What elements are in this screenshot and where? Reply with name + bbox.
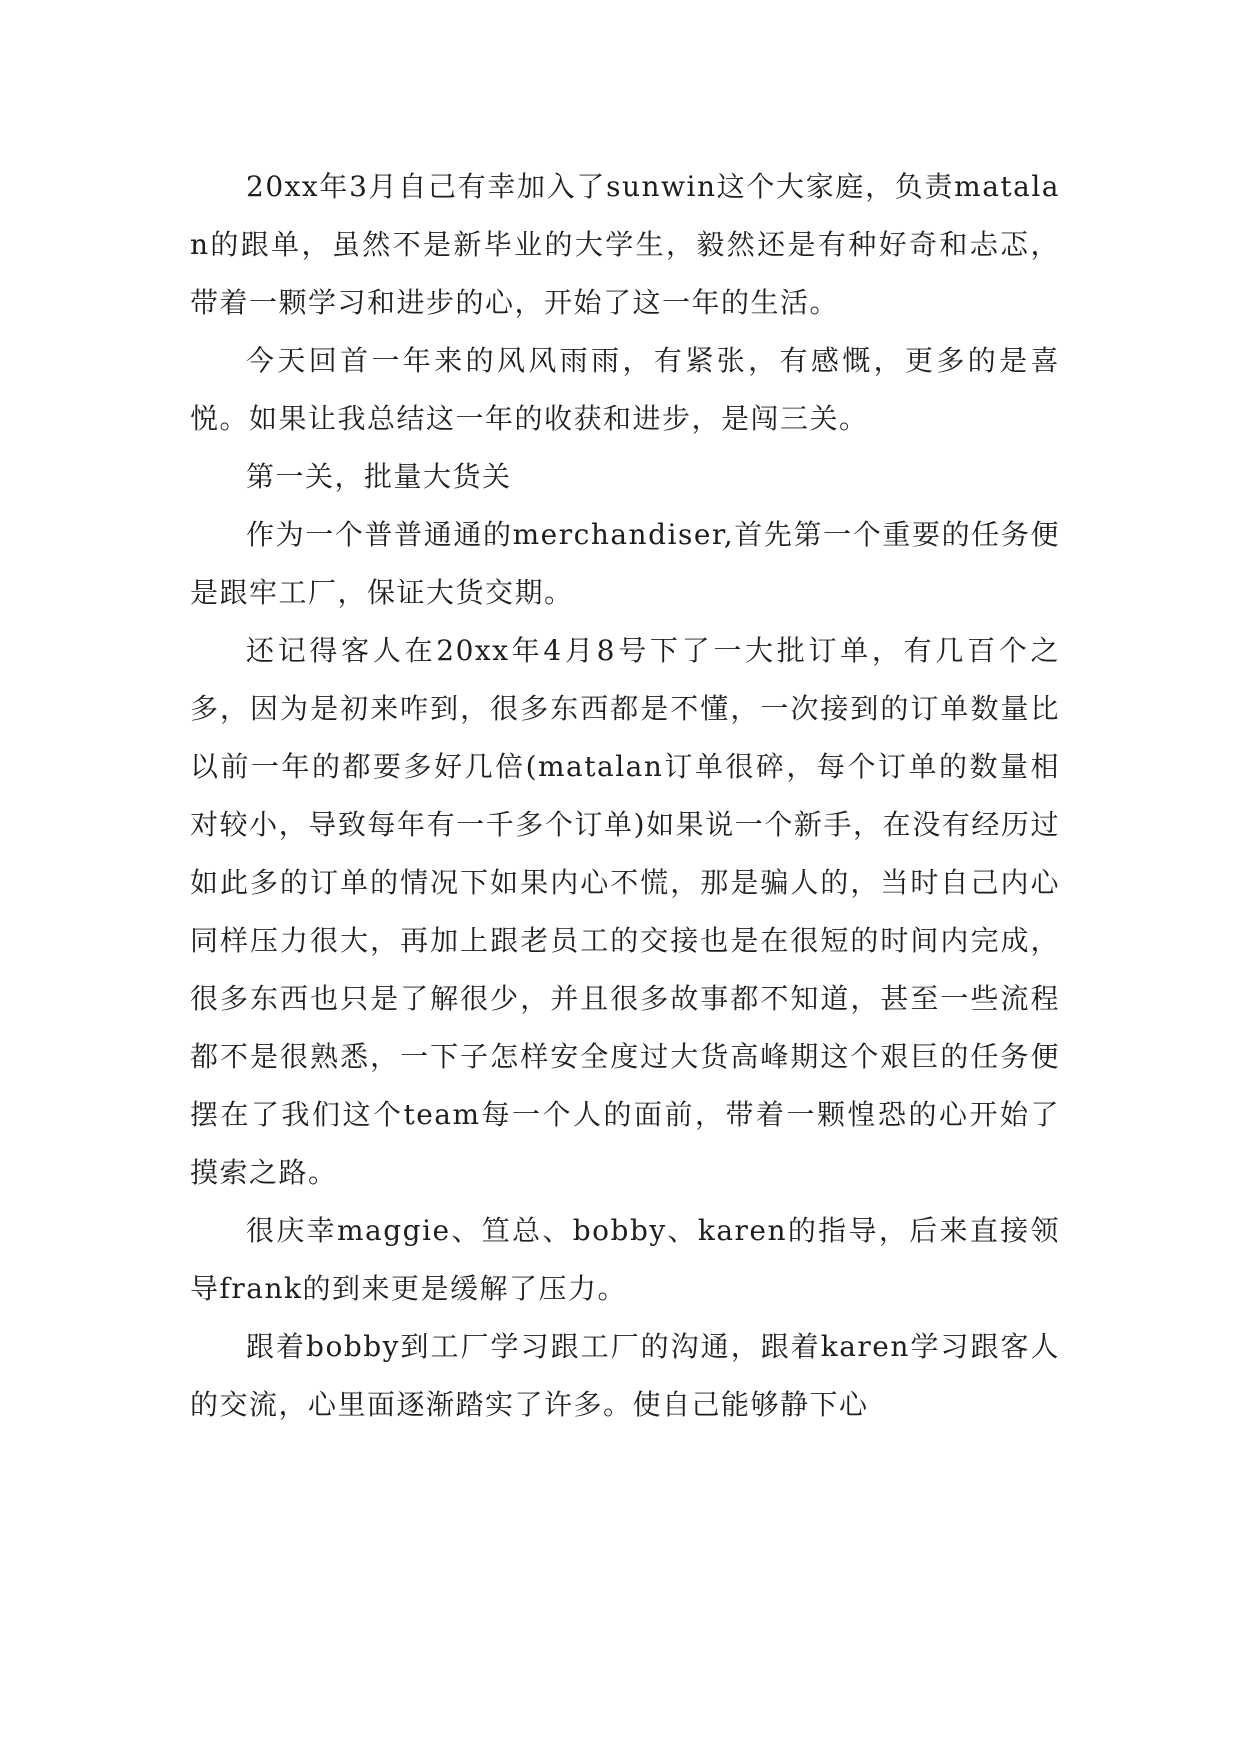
paragraph-3: 作为一个普普通通的merchandiser,首先第一个重要的任务便是跟牢工厂，保证大货交期。 <box>190 518 1060 609</box>
paragraph-6: 跟着bobby到工厂学习跟工厂的沟通，跟着karen学习跟客人的交流，心里面逐渐踏实了许多。使自己能够静下心 <box>190 1330 1060 1421</box>
paragraph-4: 还记得客人在20xx年4月8号下了一大批订单，有几百个之多，因为是初来咋到，很多东西都是不懂，一次接到的订单数量比以前一年的都要多好几倍(matalan订单很碎，每个订单的数量相对较小，导致每年有一千多个订单)如果说一个新手，在没有经历过如此多的订单的情况下如果内心不慌，那是骗人的，当时自己内心同样压力很大，再加上跟老员工的交接也是在很短的时间内完成，很多东西也只是了解很少，并且很多故事都不知道，甚至一些流程都不是很熟悉，一下子怎样安全度过大货高峰期这个艰巨的任务便摆在了我们这个team每一个人的面前，带着一颗惶恐的心开始了摸索之路。 <box>190 634 1060 1189</box>
paragraph-5: 很庆幸maggie、笪总、bobby、karen的指导，后来直接领导frank的到来更是缓解了压力。 <box>190 1214 1060 1305</box>
section-heading-1: 第一关，批量大货关 <box>246 460 512 493</box>
paragraph-1: 20xx年3月自己有幸加入了sunwin这个大家庭，负责matalan的跟单，虽然不是新毕业的大学生，毅然还是有种好奇和忐忑，带着一颗学习和进步的心，开始了这一年的生活。 <box>190 170 1060 319</box>
paragraph-2: 今天回首一年来的风风雨雨，有紧张，有感慨，更多的是喜悦。如果让我总结这一年的收获和进步，是闯三关。 <box>190 344 1060 435</box>
document-page <box>190 158 1060 1718</box>
